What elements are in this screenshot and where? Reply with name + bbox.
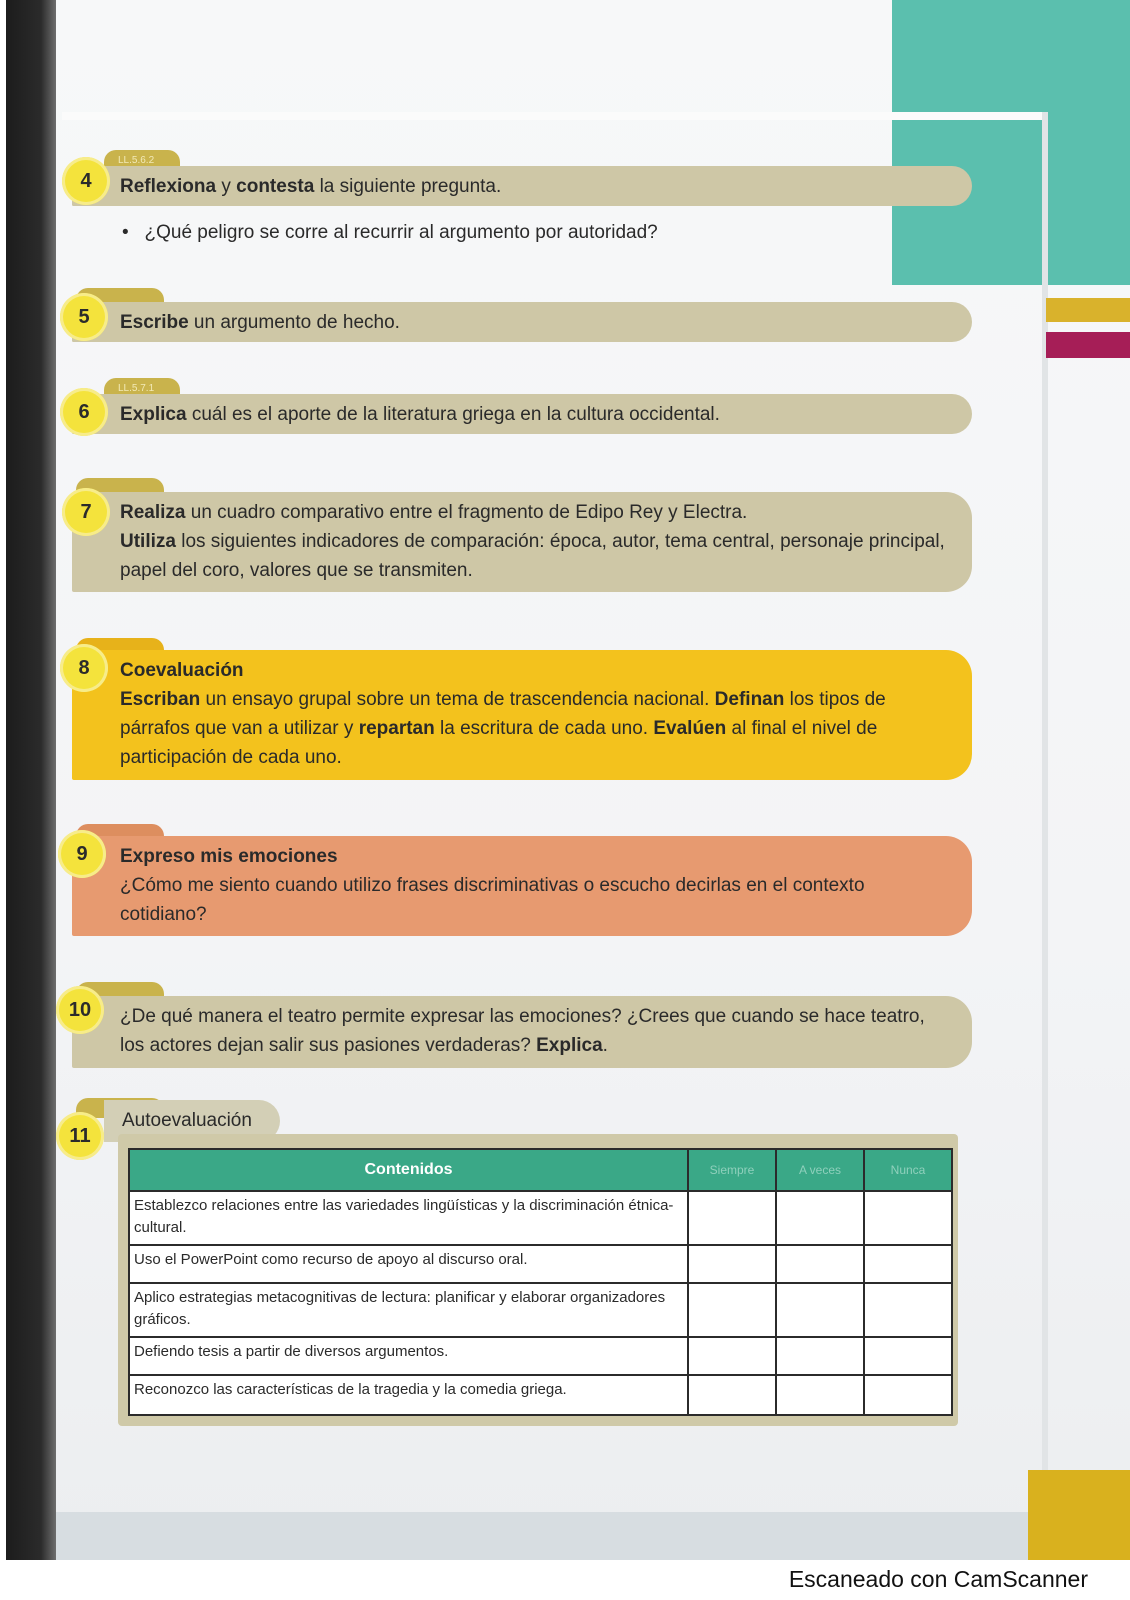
text-run: un cuadro comparativo entre el fragmento de Edipo Rey y Electra. (185, 502, 748, 523)
instruction-text (120, 312, 400, 333)
instruction-bar-6 (72, 394, 972, 434)
instruction-line-1 (120, 498, 954, 527)
table-row (129, 1375, 952, 1415)
emotions-heading: Expreso mis emociones (120, 846, 338, 867)
cell-never[interactable] (864, 1245, 952, 1283)
item-number-7: 7 (62, 488, 110, 536)
text-run: un argumento de hecho. (188, 312, 400, 333)
text-run: ¿Cómo me siento cuando utilizo frases discriminativas o escucho decirlas en el contexto cotidiano? (120, 875, 865, 925)
bold-keyword: Escriban (120, 689, 201, 710)
header-always: Siempre (688, 1149, 776, 1191)
instruction-bar-10 (72, 996, 972, 1068)
row-content: Defiendo tesis a partir de diversos argumentos. (129, 1337, 688, 1375)
coevaluation-heading: Coevaluación (120, 660, 244, 681)
skill-code: LL.5.7.1 (118, 383, 155, 394)
table-row (129, 1283, 952, 1337)
cell-never[interactable] (864, 1337, 952, 1375)
cell-sometimes[interactable] (776, 1283, 864, 1337)
cell-sometimes[interactable] (776, 1191, 864, 1245)
cell-sometimes[interactable] (776, 1375, 864, 1415)
text-run: los tipos de párrafos que van a utilizar y (120, 689, 886, 739)
instruction-bar-7 (72, 492, 972, 592)
bottom-band (56, 1512, 1028, 1560)
cell-always[interactable] (688, 1283, 776, 1337)
text-run: cuál es el aporte de la literatura griega en la cultura occidental. (186, 404, 720, 425)
item-number-10: 10 (56, 986, 104, 1034)
teal-corner-block (892, 0, 1130, 285)
instruction-bar-5 (72, 302, 972, 342)
table-header-row (129, 1149, 952, 1191)
instruction-line-2 (120, 527, 954, 585)
page-corner-yellow (1028, 1470, 1130, 1560)
self-evaluation-table (128, 1148, 953, 1416)
table-row (129, 1337, 952, 1375)
bold-keyword: Explica (120, 404, 187, 425)
text-run: . (602, 1035, 608, 1056)
sheet-edge (62, 112, 1042, 120)
row-content: Reconozco las características de la tragedia y la comedia griega. (129, 1375, 688, 1415)
item-number-5: 5 (60, 293, 108, 341)
item-number-11: 11 (56, 1112, 104, 1160)
text-run: y (216, 176, 237, 197)
skill-code: LL.5.6.2 (118, 155, 155, 166)
bold-keyword: Realiza (120, 502, 186, 523)
bold-keyword: Escribe (120, 312, 189, 333)
cell-always[interactable] (688, 1337, 776, 1375)
header-never: Nunca (864, 1149, 952, 1191)
bold-keyword: contesta (236, 176, 315, 197)
magenta-tab-strip (1046, 332, 1130, 358)
bold-keyword: Definan (714, 689, 785, 710)
item-number-4: 4 (62, 157, 110, 205)
bold-keyword: Reflexiona (120, 176, 217, 197)
item-number-9: 9 (58, 830, 106, 878)
row-content: Aplico estrategias metacognitivas de lectura: planificar y elaborar organizadores gráficos. (129, 1283, 688, 1337)
page-edge-shadow (1042, 112, 1048, 1532)
scanner-watermark: Escaneado con CamScanner (788, 1566, 1088, 1592)
item-number-8: 8 (60, 644, 108, 692)
instruction-text (120, 404, 720, 425)
cell-sometimes[interactable] (776, 1337, 864, 1375)
cell-never[interactable] (864, 1375, 952, 1415)
bullet-item (122, 222, 658, 244)
instruction-text (120, 1006, 925, 1056)
self-evaluation-label: Autoevaluación (104, 1100, 280, 1142)
bullet-text: ¿Qué peligro se corre al recurrir al argumento por autoridad? (144, 222, 658, 243)
bullet-icon: • (122, 222, 145, 243)
yellow-tab-strip (1046, 298, 1130, 322)
table-row (129, 1245, 952, 1283)
coevaluation-bar (72, 650, 972, 780)
text-run: los siguientes indicadores de comparación: época, autor, tema central, personaje principal, papel del coro, valores que se transmiten. (120, 531, 945, 581)
bold-keyword: Evalúen (653, 718, 727, 739)
instruction-text (120, 176, 501, 197)
emotions-bar (72, 836, 972, 936)
cell-always[interactable] (688, 1245, 776, 1283)
text-run: ¿De qué manera el teatro permite expresar las emociones? ¿Crees que cuando se hace teatro, los actores dejan salir sus pasiones verdaderas? (120, 1006, 925, 1056)
cell-never[interactable] (864, 1191, 952, 1245)
emotions-text (120, 875, 865, 925)
item-number-6: 6 (60, 388, 108, 436)
cell-always[interactable] (688, 1375, 776, 1415)
text-run: la siguiente pregunta. (314, 176, 502, 197)
cell-never[interactable] (864, 1283, 952, 1337)
cell-always[interactable] (688, 1191, 776, 1245)
row-content: Uso el PowerPoint como recurso de apoyo al discurso oral. (129, 1245, 688, 1283)
bold-keyword: Explica (536, 1035, 603, 1056)
header-sometimes: A veces (776, 1149, 864, 1191)
table-row (129, 1191, 952, 1245)
text-run: la escritura de cada uno. (434, 718, 654, 739)
book-spine (6, 0, 56, 1560)
instruction-bar-4 (72, 166, 972, 206)
cell-sometimes[interactable] (776, 1245, 864, 1283)
text-run: al final el nivel de participación de cada uno. (120, 718, 878, 768)
coevaluation-text (120, 689, 886, 768)
bold-keyword: repartan (358, 718, 435, 739)
bold-keyword: Utiliza (120, 531, 176, 552)
text-run: un ensayo grupal sobre un tema de trascendencia nacional. (200, 689, 715, 710)
header-contents: Contenidos (129, 1149, 688, 1191)
row-content: Establezco relaciones entre las variedades lingüísticas y la discriminación étnica-cultural. (129, 1191, 688, 1245)
